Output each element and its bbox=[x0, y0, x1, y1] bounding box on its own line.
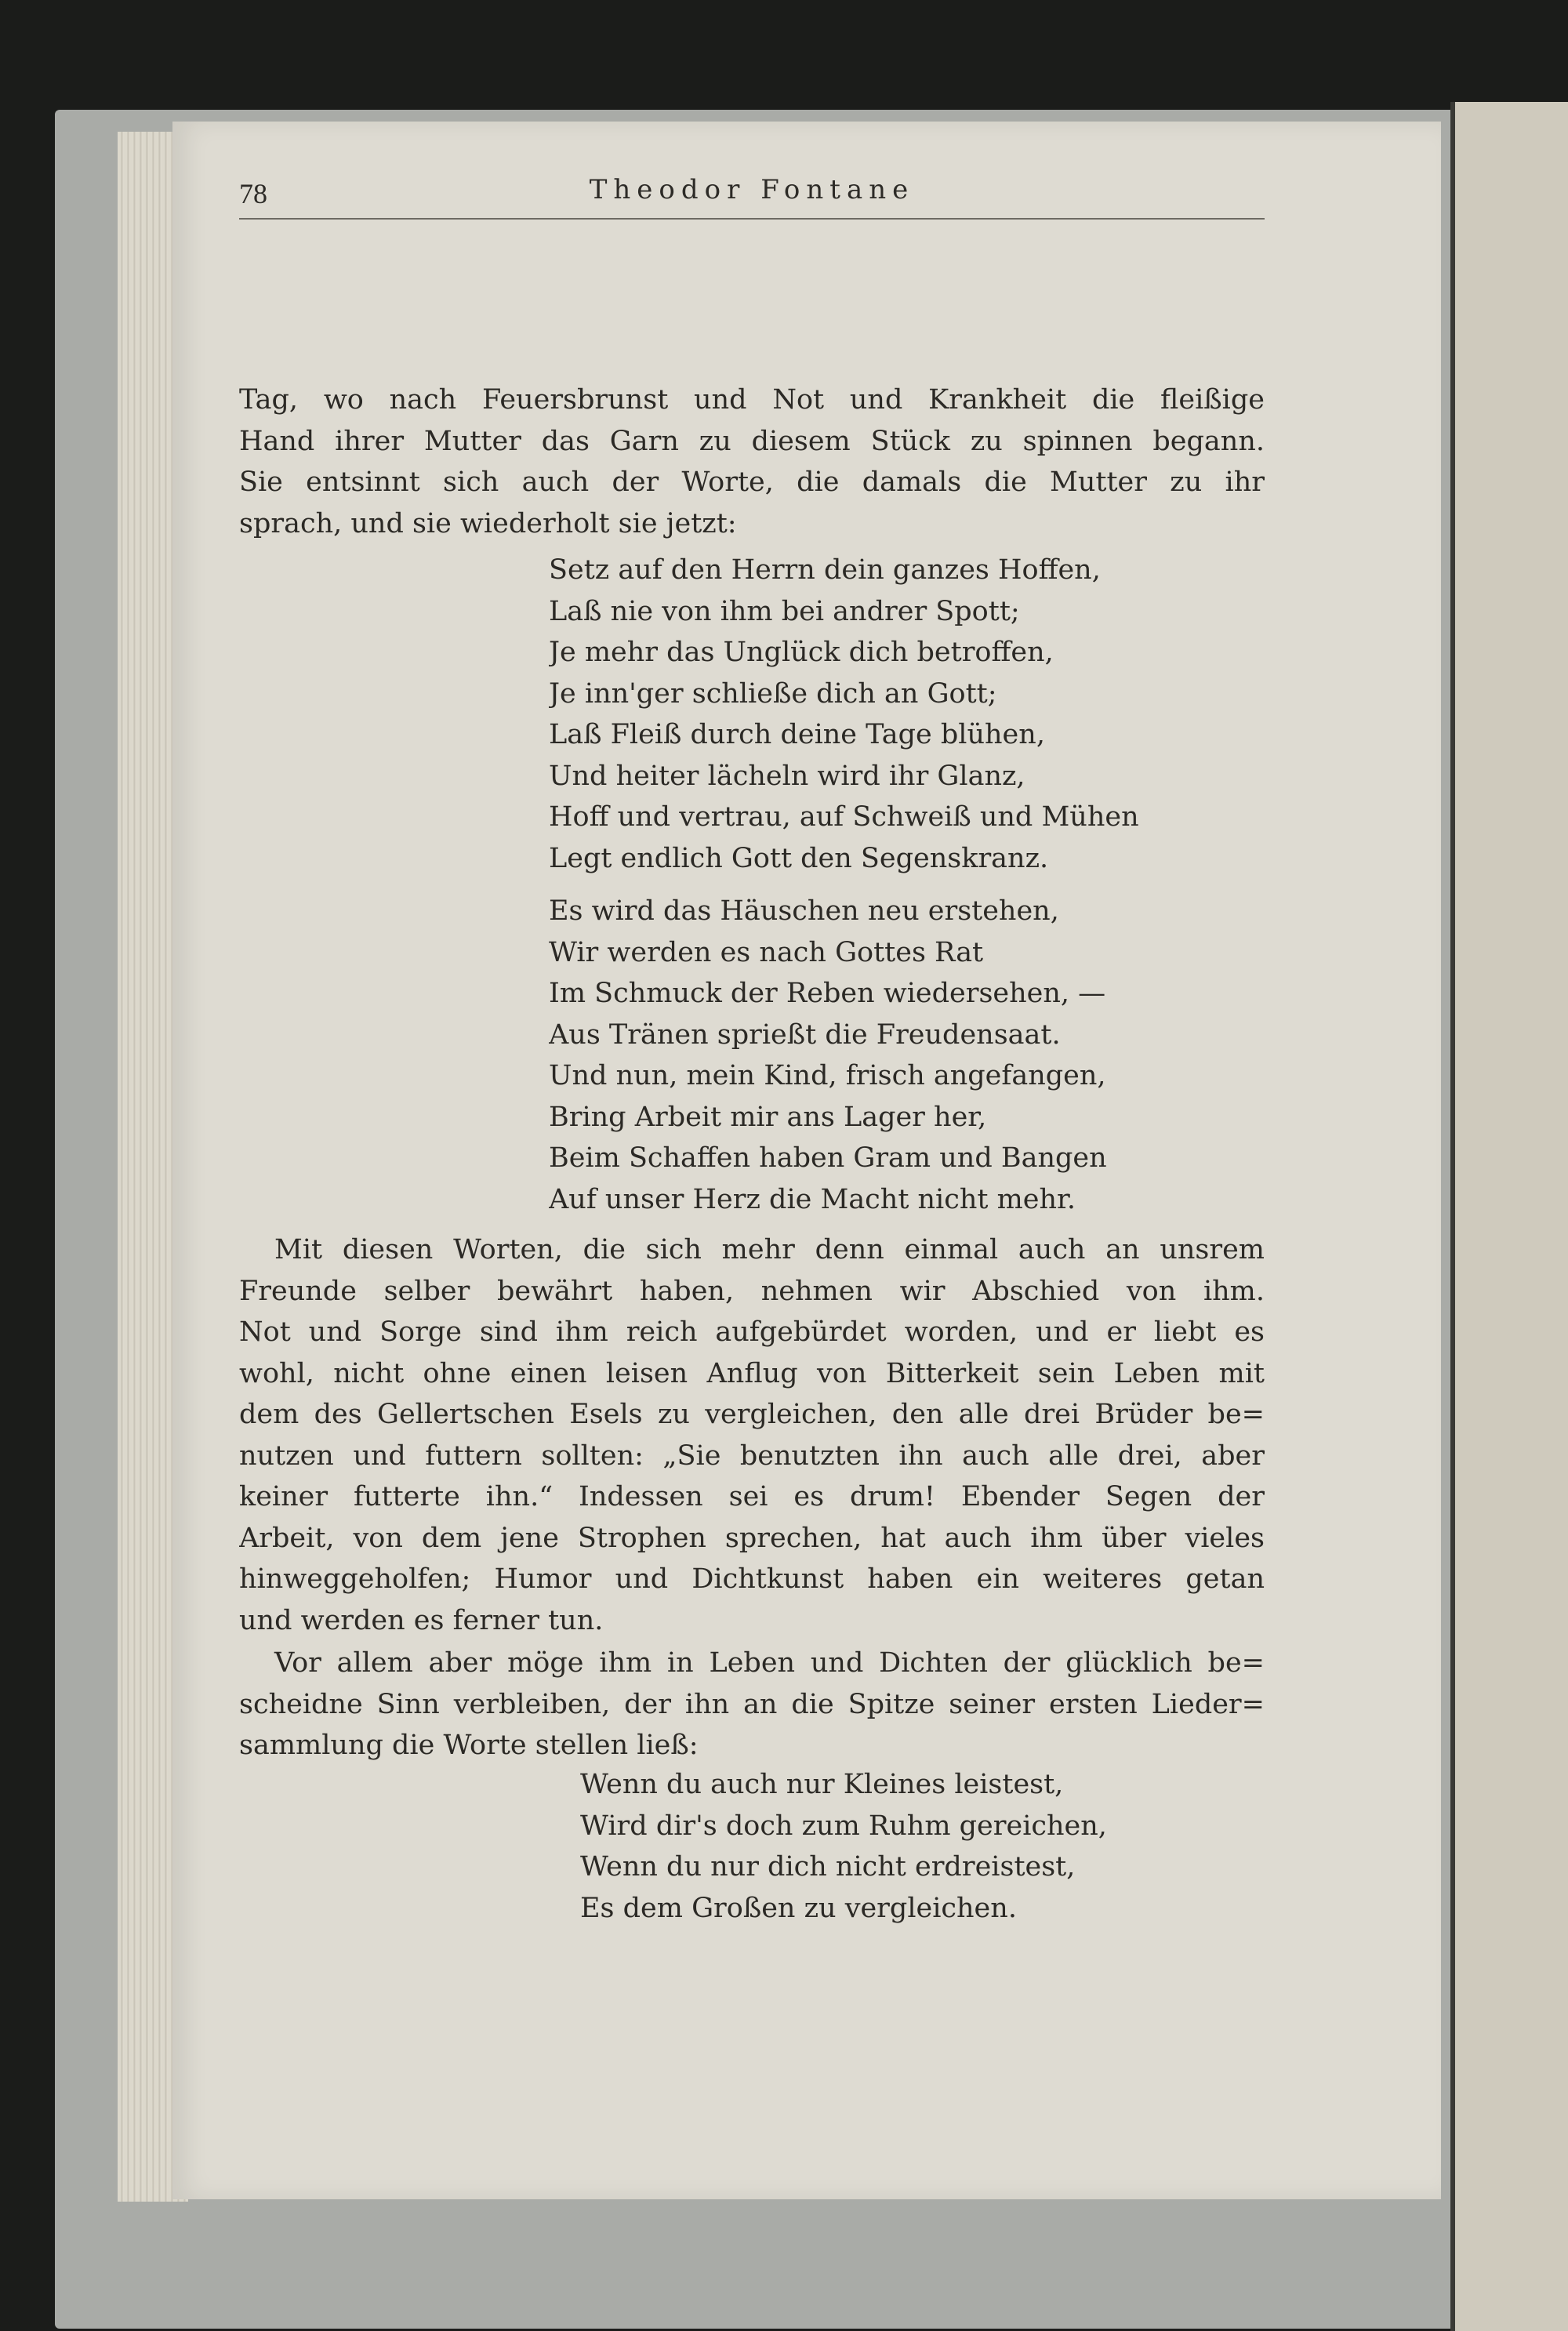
page-number: 78 bbox=[239, 178, 267, 209]
text-line: hinweggeholfen; Humor und Dichtkunst haben ein weiteres getan bbox=[239, 1563, 1265, 1595]
text-line: und werden es ferner tun. bbox=[239, 1604, 604, 1636]
text-line: sprach, und sie wiederholt sie jetzt: bbox=[239, 507, 737, 539]
verse-line: Laß Fleiß durch deine Tage blühen, bbox=[549, 719, 1045, 750]
verse-line: Wenn du nur dich nicht erdreistest, bbox=[580, 1851, 1076, 1883]
running-title: Theodor Fontane bbox=[589, 174, 915, 205]
text-line: Arbeit, von dem jene Strophen sprechen, hat auch ihm über vieles bbox=[239, 1522, 1265, 1554]
text-line: dem des Gellertschen Esels zu vergleichen, den alle drei Brüder be= bbox=[239, 1399, 1265, 1430]
verse-line: Aus Tränen sprießt die Freudensaat. bbox=[549, 1018, 1061, 1051]
text-line: Sie entsinnt sich auch der Worte, die damals die Mutter zu ihr bbox=[239, 467, 1265, 498]
poem-stanza-1 bbox=[549, 550, 1139, 879]
text-line: sammlung die Worte stellen ließ: bbox=[239, 1730, 699, 1761]
verse-line: Bring Arbeit mir ans Lager her, bbox=[549, 1101, 987, 1133]
verse-line: Hoff und vertrau, auf Schweiß und Mühen bbox=[549, 801, 1139, 833]
verse-line: Beim Schaffen haben Gram und Bangen bbox=[549, 1142, 1107, 1174]
verse-line: Laß nie von ihm bei andrer Spott; bbox=[549, 595, 1020, 627]
verse-line: Legt endlich Gott den Segenskranz. bbox=[549, 842, 1049, 874]
verse-line: Es wird das Häuschen neu erstehen, bbox=[549, 895, 1059, 927]
verse-line: Es dem Großen zu vergleichen. bbox=[580, 1892, 1017, 1924]
text-line: Freunde selber bewährt haben, nehmen wir Abschied von ihm. bbox=[239, 1275, 1265, 1307]
verse-line: Und nun, mein Kind, frisch angefangen, bbox=[549, 1060, 1106, 1091]
verse-line: Im Schmuck der Reben wiedersehen, — bbox=[549, 978, 1106, 1009]
text-line: scheidne Sinn verbleiben, der ihn an die Spitze seiner ersten Lieder= bbox=[239, 1688, 1265, 1720]
text-line: Not und Sorge sind ihm reich aufgebürdet worden, und er liebt es bbox=[239, 1316, 1265, 1348]
adjacent-page-edge bbox=[1450, 102, 1568, 2331]
verse-line: Und heiter lächeln wird ihr Glanz, bbox=[549, 760, 1025, 792]
text-line: Mit diesen Worten, die sich mehr denn einmal auch an unsrem bbox=[274, 1234, 1265, 1265]
verse-line: Setz auf den Herrn dein ganzes Hoffen, bbox=[549, 554, 1101, 586]
poem-stanza-2 bbox=[549, 891, 1107, 1220]
verse-line: Wenn du auch nur Kleines leistest, bbox=[580, 1769, 1064, 1800]
verse-line: Je mehr das Unglück dich betroffen, bbox=[549, 637, 1054, 668]
text-line: keiner futterte ihn.“ Indessen sei es drum! Ebender Segen der bbox=[239, 1481, 1265, 1512]
text-line: nutzen und futtern sollten: „Sie benutzten ihn auch alle drei, aber bbox=[239, 1440, 1265, 1472]
paragraph-2 bbox=[239, 1229, 1265, 1641]
poem-stanza-3 bbox=[580, 1764, 1107, 1929]
paragraph-1 bbox=[239, 379, 1265, 544]
text-line: Hand ihrer Mutter das Garn zu diesem Stück zu spinnen begann. bbox=[239, 425, 1265, 457]
verse-line: Je inn'ger schließe dich an Gott; bbox=[549, 677, 997, 710]
text-line: wohl, nicht ohne einen leisen Anflug von Bitterkeit sein Leben mit bbox=[239, 1357, 1265, 1389]
verse-line: Auf unser Herz die Macht nicht mehr. bbox=[549, 1183, 1076, 1215]
text-line: Tag, wo nach Feuersbrunst und Not und Krankheit die fleißige bbox=[239, 384, 1265, 416]
paragraph-3 bbox=[239, 1643, 1265, 1766]
verse-line: Wird dir's doch zum Ruhm gereichen, bbox=[580, 1810, 1107, 1842]
text-line: Vor allem aber möge ihm in Leben und Dichten der glücklich be= bbox=[274, 1647, 1265, 1679]
page-header bbox=[239, 172, 1265, 220]
verse-line: Wir werden es nach Gottes Rat bbox=[549, 936, 984, 968]
